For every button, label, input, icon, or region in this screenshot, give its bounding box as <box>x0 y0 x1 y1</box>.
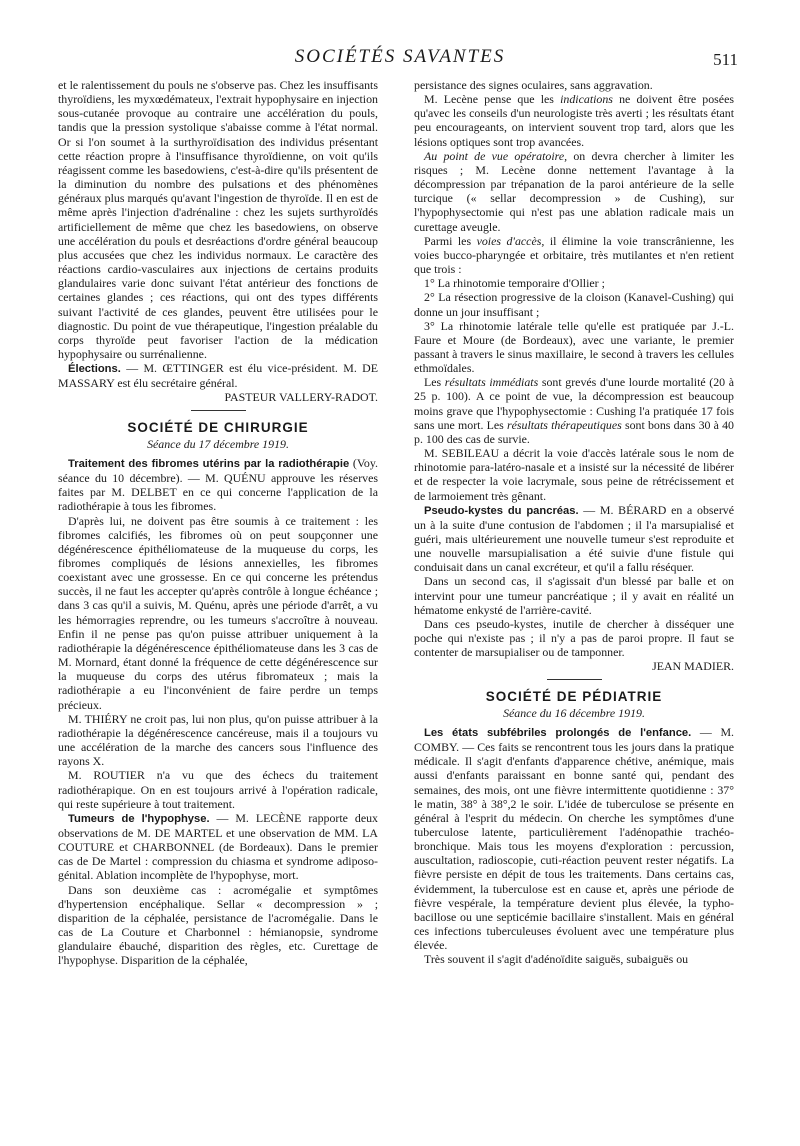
paragraph <box>414 149 734 234</box>
right-column <box>414 78 734 967</box>
list-item: 1° La rhinotomie temporaire d'Ollier ; <box>424 276 605 291</box>
pseudo-kystes-text: — M. BÉRARD en a observé un à la suite d'une contusion de l'abdomen ; il l'a marsupialisé et guéri, mais ultérieurement une nouvelle tumeur s'est reproduite et une nouvelle marsupialisation a été suivie d'une fistule qui conduisait dans un canal excréteur, et qu'il a fallu réséquer. <box>414 502 735 575</box>
section-date-chirurgie: Séance du 17 décembre 1919. <box>147 436 289 451</box>
text: on devra chercher à limiter les risques ; M. Lecène donne nettement l'avantage à la décompression par trépanation de la paroi antérieure de la selle turcique (« sellar decompression » de Cushing), sur l'hypophysectomie qui n'est pas une ablation radicale mais un curettage aveugle. <box>414 148 734 234</box>
paragraph: Dans un second cas, il s'agissait d'un blessé par balle et on intervint pour une tumeur pancréatique ; il y avait en réalité un hématome enkysté de l'arrière-cavité. <box>414 574 734 617</box>
paragraph: et le ralentissement du pouls ne s'observe pas. Chez les insuffisants thyroïdiens, les myxœdémateux, l'extrait hypophysaire en injection sous-cutanée provoque au contraire une accélération du pouls, tandis que la pression systolique s'abaisse comme à l'état normal. Or si l'on soumet à la surthyroïdisation des individus présentant cette réaction propre à l'insuffisance thyroïdienne, on voit qu'ils réagissent comme les basedowiens, c'est-à-dire qu'ils présentent de la diminution du nombre des pulsations et des phénomènes généraux plus marqués qu'avant l'ingestion de thyroïde. Il en est de même après l'injection d'adrénaline : chez les sujets surthyroïdés artificiellement de même que chez les basedowiens, on observe une accélération du pouls et desréactions d'ordre général beaucoup plus accusées que chez les individus normaux. Le caractère des réactions cardio-vasculaires aux injections de certains produits glandulaires varie donc suivant l'état antérieur des fonctions de certaines glandes ; ces réactions, qui ont des types différents suivant l'activité de ces glandes, peuvent être utilisées pour le diagnostic. Du point de vue thérapeutique, l'ingestion préalable du corps thyroïde peut favoriser l'action de la médication hypophysaire ou surrénalienne. <box>58 78 378 361</box>
italic-text: résultats immédiats <box>444 375 539 390</box>
left-column <box>58 78 378 968</box>
elections-paragraph <box>58 361 378 390</box>
italic-text: résultats thérapeutiques <box>506 417 622 432</box>
signature: PASTEUR VALLERY-RADOT. <box>224 390 378 405</box>
access-list <box>414 276 734 375</box>
running-title: SOCIÉTÉS SAVANTES <box>294 46 506 67</box>
paragraph: Dans son deuxième cas : acromégalie et symptômes d'hypertension encéphalique. Sellar « decompression » ; disparition de la céphalée, persistance de l'acromégalie. Dans le cas de La Couture et Charbonnel : hémianopsie, syndrome glandulaire ébauché, disparition des règles, etc. Curettage de l'hypophyse. Disparition de la céphalée, <box>58 882 378 968</box>
fibromes-text: (Voy. séance du 10 décembre). — M. QUÉNU approuve les réserves faites par M. DELBET en ce qui concerne l'application de la radiothérapie à tous les fibromes. <box>58 455 378 514</box>
text: Parmi les <box>424 233 477 248</box>
paragraph: D'après lui, ne doivent pas être soumis à ce traitement : les fibromes calcifiés, les fibromes où on peut soupçonner une dégénérescence épithéliomateuse de la muqueuse du corps, les fibromes compliqués de lésions annexielles, les fibromes coexistant avec une grossesse. En ce qui concerne les prétendus succès, il ne faut les accepter qu'après contrôle à longue échéance ; dans 3 cas qu'il a suivis, M. Quénu, après une période d'arrêt, a vu les hémorragies reprendre, ou les tumeurs s'accroître à nouveau. Enfin il ne pense pas qu'on puisse attribuer uniquement à la radiothérapie la dégénérescence épithéliomateuse dans les 3 cas de M. Mornard, étant donné la fréquence de cette dégénérescence sur la muqueuse du corps des utérus fibromateux ; mais la radiothérapie a eu l'inconvénient de faire perdre un temps précieux. <box>58 513 378 712</box>
hypophyse-paragraph <box>58 811 378 883</box>
section-divider <box>191 410 246 411</box>
signature: JEAN MADIER. <box>652 659 734 674</box>
paragraph <box>414 375 734 446</box>
text: sont grevés d'une lourde mortalité (20 à 25 p. 100). A ce point de vue, la décompression est beaucoup moins grave que l'hypophysectomie : Cushing l'a pratiquée 17 fois sans une mort. Les <box>414 375 734 432</box>
fibromes-paragraph <box>58 456 378 514</box>
page-header <box>0 46 800 76</box>
paragraph: Très souvent il s'agit d'adénoïdite saiguës, subaiguës ou <box>424 952 689 967</box>
text: M. Lecène pense que les <box>424 92 561 107</box>
etats-text: — M. COMBY. — Ces faits se rencontrent tous les jours dans la pratique médicale. Il s'agit d'enfants d'apparence chétive, anémique, mais aussi d'enfants paraissant en bonne santé qui, pendant des semaines, des mois, ont une fièvre intermittente quotidienne : 37° le matin, 38° à 38°,2 le soir. L'idée de tuberculose se présente en général à l'esprit du médecin. On cherche les symptômes d'une tuberculose latente, particulièrement l'adénopathie trachéo-bronchique. Mais tous les moyens d'exploration : percussion, auscultation, radioscopie, cuti-réaction peuvent rester négatifs. La fièvre persiste en dépit de tous les traitements. Dans certains cas, évidemment, la tuberculose est en cause et, après une période de fièvre vespérale, la température devient plus élevée, la typho-bacillose ou une septicémie bacillaire s'installent. Mais en général ces infections tuberculeuses évoluent avec une température plus élevée. <box>414 724 734 953</box>
text: sont bons dans 30 à 40 p. 100 des cas de survie. <box>414 417 734 446</box>
list-item: 2° La résection progressive de la cloison (Kanavel-Cushing) qui donne un jour insuffisant ; <box>414 290 734 319</box>
etats-paragraph <box>414 725 734 953</box>
page-number: 511 <box>713 50 738 69</box>
elections-text: — M. ŒTTINGER est élu vice-président. M. DE MASSARY est élu secrétaire général. <box>58 361 378 391</box>
pseudo-kystes-label: Pseudo-kystes du pancréas. <box>424 504 579 517</box>
text: il élimine la voie transcrânienne, les voies bucco-pharyngée et orbitaire, très mutilantes et n'en retient que trois : <box>414 233 734 277</box>
paragraph: persistance des signes oculaires, sans aggravation. <box>414 78 653 92</box>
text: ne doivent être posées qu'avec les conseils d'un neurologiste très averti ; les résultats étant peu encourageants, on intervient souvent trop tard, alors que les lésions optiques sont trop avancées. <box>414 92 734 149</box>
section-title-chirurgie: SOCIÉTÉ DE CHIRURGIE <box>127 419 309 435</box>
section-date-pediatrie: Séance du 16 décembre 1919. <box>503 705 645 720</box>
fibromes-label: Traitement des fibromes utérins par la radiothérapie <box>68 457 350 470</box>
list-item: 3° La rhinotomie latérale telle qu'elle est pratiquée par J.-L. Faure et Moure (de Bordeaux), avec une variante, le premier passant à travers le sinus maxillaire, le second à travers les cellules ethmoïdales. <box>414 318 734 376</box>
paragraph: M. ROUTIER n'a vu que des échecs du traitement radiothérapique. On en est toujours arrivé à l'opération radicale, qui reste supérieure à tout traitement. <box>58 768 378 811</box>
paragraph: M. SEBILEAU a décrit la voie d'accès latérale sous le nom de rhinotomie para-latéro-nasale et a insisté sur la nécessité de libérer et de respecter la voie lacrymale, sous peine de rétrécissement et de larmoiement très gênant. <box>414 446 734 503</box>
paragraph <box>414 92 734 149</box>
text: Les <box>424 375 445 390</box>
italic-text: Au point de vue opératoire, <box>424 148 568 163</box>
elections-label: Élections. <box>68 363 121 376</box>
paragraph <box>414 234 734 276</box>
italic-text: voies d'accès, <box>476 233 545 248</box>
pseudo-kystes-paragraph <box>414 503 734 575</box>
section-title-pediatrie: SOCIÉTÉ DE PÉDIATRIE <box>485 688 663 704</box>
italic-text: indications <box>560 92 613 107</box>
etats-label: Les états subfébriles prolongés de l'enfance. <box>424 726 692 739</box>
paragraph: M. THIÉRY ne croit pas, lui non plus, qu'on puisse attribuer à la radiothérapie la dégénérescence cancéreuse, mais il a toujours vu une accélération de la marche des cancers sous l'influence des rayons X. <box>58 711 378 769</box>
hypophyse-text: — M. LECÈNE rapporte deux observations de M. DE MARTEL et une observation de MM. LA COUTURE et CHARBONNEL (de Bordeaux). Dans le premier cas de De Martel : compression du chiasma et syndrome adiposo-génital. Ablation incomplète de l'hypophyse, mort. <box>58 810 378 883</box>
hypophyse-label: Tumeurs de l'hypophyse. <box>68 812 210 825</box>
section-divider <box>547 679 602 680</box>
paragraph: Dans ces pseudo-kystes, inutile de chercher à disséquer une poche qui n'existe pas ; il n'y a pas de paroi propre. Il faut se contenter de marsupialiser ou de tamponner. <box>414 616 734 660</box>
